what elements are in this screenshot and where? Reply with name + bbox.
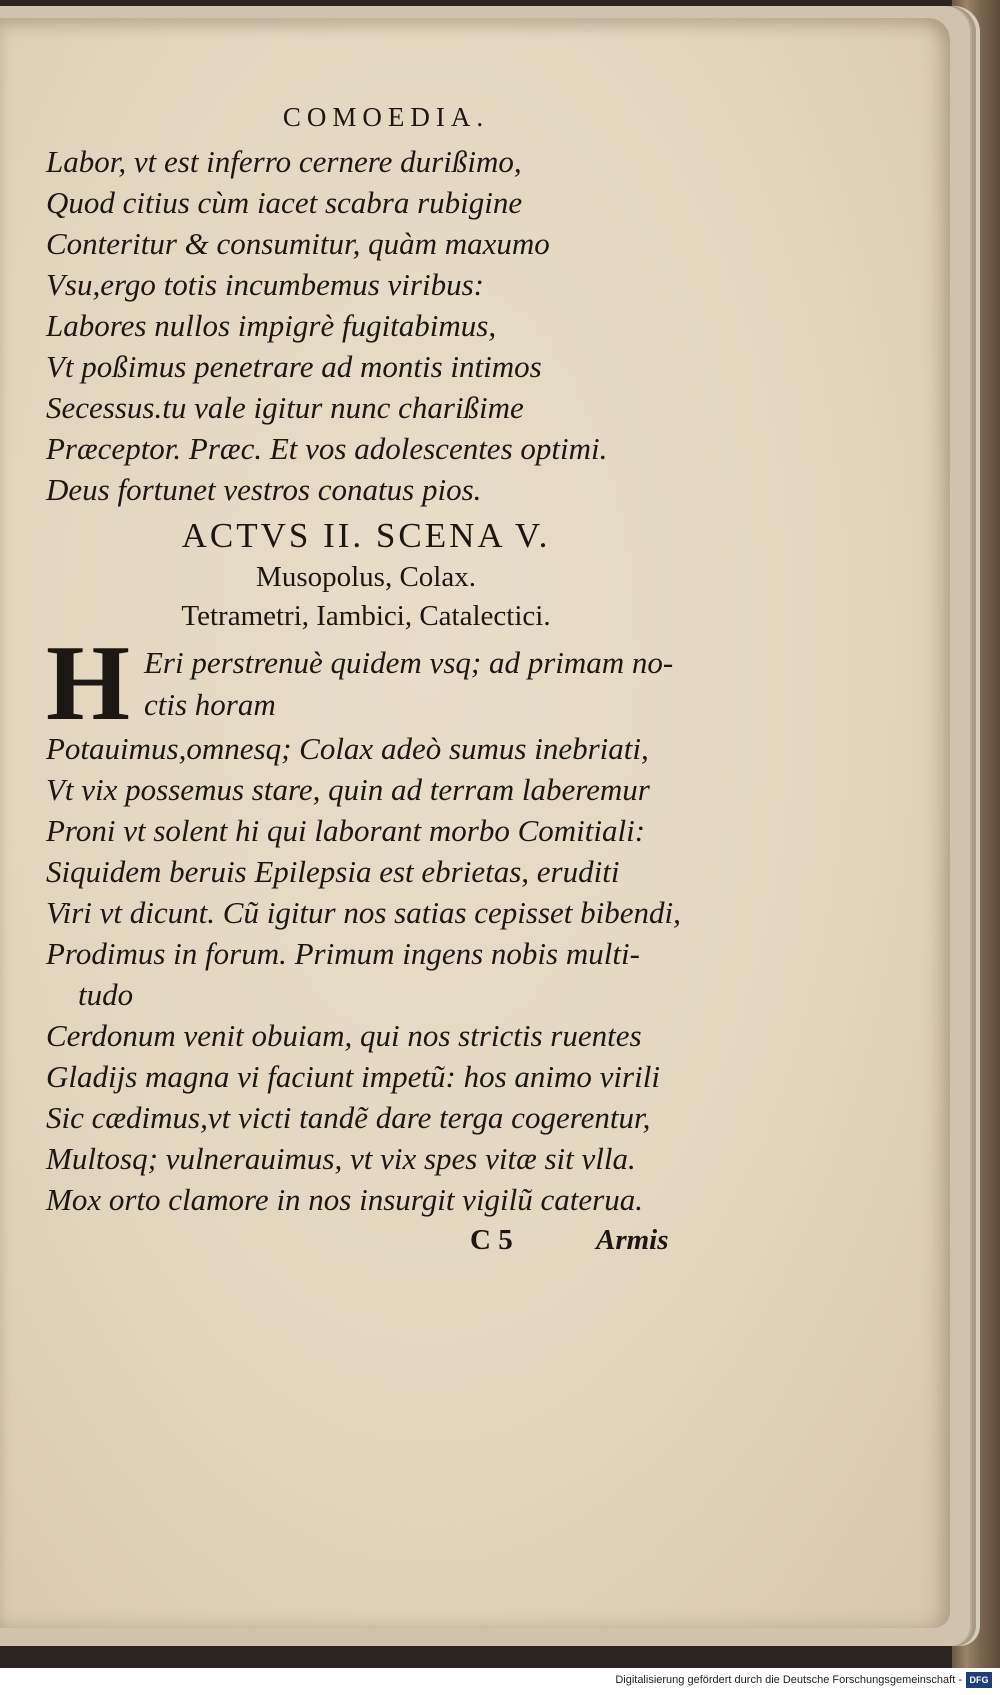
text-line: Potauimus,omnesq; Colax adeò sumus inebriati,	[46, 731, 649, 766]
text-line: Siquidem beruis Epilepsia est ebrietas, eruditi	[46, 854, 620, 889]
text-line: Quod citius cùm iacet scabra rubigine	[46, 185, 523, 220]
book-page	[0, 18, 950, 1628]
text-line: Cerdonum venit obuiam, qui nos strictis ruentes	[46, 1018, 642, 1053]
text-line: Gladijs magna vi faciunt impetũ: hos animo virili	[46, 1059, 660, 1094]
text-line: Deus fortunet vestros conatus pios.	[46, 472, 482, 507]
signature-mark: C 5	[470, 1224, 513, 1256]
text-line: Eri perstrenuè quidem vsq; ad primam no-	[144, 645, 674, 680]
text-line: Conteritur & consumitur, quàm maxumo	[46, 226, 550, 261]
page-signature-row	[46, 1222, 746, 1266]
footer-credit: Digitalisierung gefördert durch die Deutsche Forschungsgemeinschaft -	[615, 1674, 962, 1686]
dfg-logo-icon: DFG	[966, 1672, 992, 1688]
text-line: ctis horam	[144, 687, 276, 722]
digitization-footer	[0, 1668, 1000, 1695]
text-line: Vt vix possemus stare, quin ad terram laberemur	[46, 772, 650, 807]
scene-persons: Musopolus, Colax.	[256, 561, 476, 593]
text-line: Labor, vt est inferro cernere durißimo,	[46, 144, 522, 179]
text-line: Vsu,ergo totis incumbemus viribus:	[46, 267, 484, 302]
text-line: Viri vt dicunt. Cũ igitur nos satias cepisset bibendi,	[46, 895, 681, 930]
text-line: Vt poßimus penetrare ad montis intimos	[46, 349, 542, 384]
page-text	[46, 102, 746, 1266]
text-line: Proni vt solent hi qui laborant morbo Comitiali:	[46, 813, 646, 848]
text-line: Secessus.tu vale igitur nunc charißime	[46, 390, 524, 425]
drop-cap: H	[46, 624, 131, 743]
running-head: COMOEDIA.	[282, 102, 490, 132]
text-line: tudo	[78, 977, 134, 1012]
text-line: Præceptor. Præc. Et vos adolescentes optimi.	[46, 431, 608, 466]
text-line: Multosq; vulnerauimus, vt vix spes vitæ sit vlla.	[46, 1141, 636, 1176]
text-line: Labores nullos impigrè fugitabimus,	[46, 308, 497, 343]
meter-note: Tetrametri, Iambici, Catalectici.	[181, 600, 551, 632]
text-line: Sic cædimus,vt victi tandẽ dare terga cogerentur,	[46, 1100, 651, 1135]
text-line: Prodimus in forum. Primum ingens nobis multi-	[46, 936, 640, 971]
text-line: Mox orto clamore in nos insurgit vigilũ caterua.	[46, 1182, 643, 1217]
catchword: Armis	[596, 1224, 669, 1256]
drop-cap-paragraph	[46, 624, 746, 743]
act-heading: ACTVS II. SCENA V.	[181, 516, 551, 555]
